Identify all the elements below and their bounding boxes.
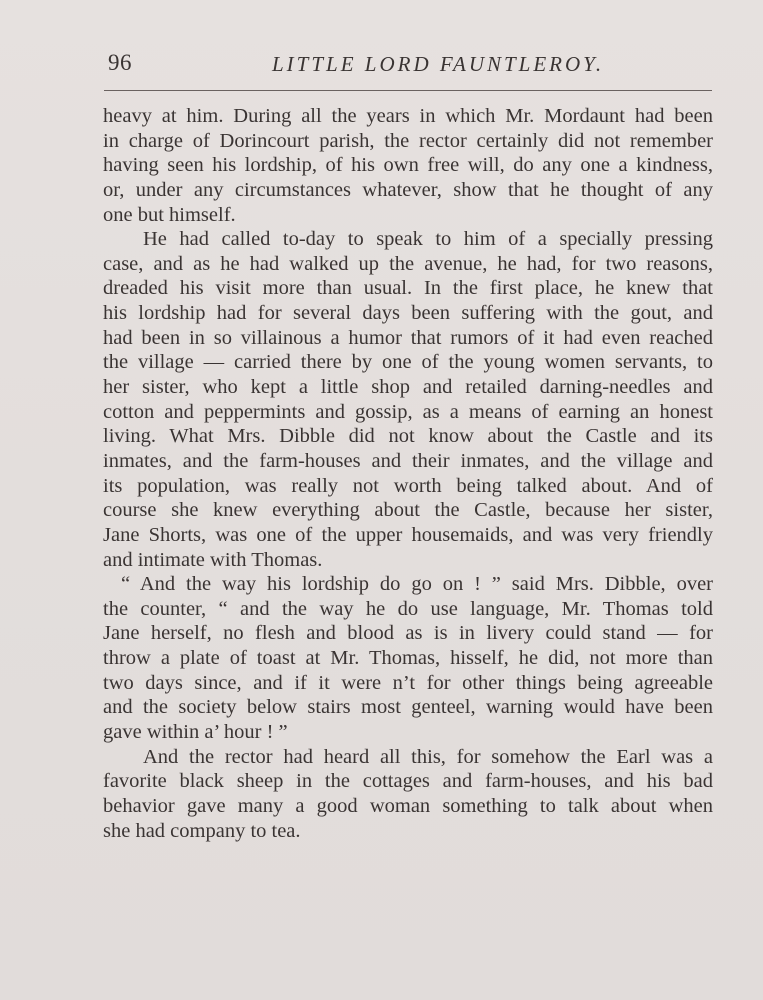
- text-line: Jane herself, no flesh and blood as is in livery could stand — for: [103, 622, 713, 645]
- text-line: behavior gave many a good woman something to talk about when: [103, 794, 713, 817]
- text-line: And the rector had heard all this, for somehow the Earl was a: [143, 745, 713, 768]
- body-text: [103, 104, 713, 843]
- text-line: having seen his lordship, of his own free will, do any one a kindness,: [103, 154, 713, 177]
- text-line: Jane Shorts, was one of the upper housemaids, and was very friendly: [103, 523, 713, 546]
- text-line: two days since, and if it were n’t for other things being agreeable: [103, 671, 713, 694]
- text-line: in charge of Dorincourt parish, the rector certainly did not remember: [103, 129, 713, 152]
- text-line: and intimate with Thomas.: [103, 548, 323, 571]
- text-line: He had called to-day to speak to him of a specially pressing: [143, 228, 713, 251]
- text-line: the village — carried there by one of the young women servants, to: [103, 351, 713, 374]
- text-line: living. What Mrs. Dibble did not know about the Castle and its: [103, 425, 713, 448]
- text-line: her sister, who kept a little shop and retailed darning-needles and: [103, 376, 713, 399]
- page-header: [104, 50, 712, 82]
- text-line: one but himself.: [103, 203, 236, 226]
- text-line: inmates, and the farm-houses and their inmates, and the village and: [103, 449, 713, 472]
- text-line: the counter, “ and the way he do use language, Mr. Thomas told: [103, 597, 713, 620]
- page-number: 96: [108, 50, 132, 75]
- text-line: case, and as he had walked up the avenue, he had, for two reasons,: [103, 252, 713, 275]
- text-line: course she knew everything about the Castle, because her sister,: [103, 499, 713, 522]
- text-line: had been in so villainous a humor that rumors of it had even reached: [103, 326, 713, 349]
- header-rule: [104, 90, 712, 91]
- text-line: “ And the way his lordship do go on ! ” said Mrs. Dibble, over: [121, 573, 713, 596]
- text-line: its population, was really not worth being talked about. And of: [103, 474, 713, 497]
- text-line: heavy at him. During all the years in which Mr. Mordaunt had been: [103, 105, 713, 127]
- running-title: LITTLE LORD FAUNTLEROY.: [272, 52, 605, 76]
- text-line: cotton and peppermints and gossip, as a means of earning an honest: [103, 400, 713, 423]
- text-line: throw a plate of toast at Mr. Thomas, hisself, he did, not more than: [103, 647, 713, 670]
- text-line: his lordship had for several days been suffering with the gout, and: [103, 302, 713, 325]
- text-line: and the society below stairs most genteel, warning would have been: [103, 696, 713, 719]
- text-line: or, under any circumstances whatever, show that he thought of any: [103, 178, 713, 201]
- text-line: she had company to tea.: [103, 819, 301, 842]
- text-line: favorite black sheep in the cottages and farm-houses, and his bad: [103, 770, 713, 793]
- text-line: dreaded his visit more than usual. In the first place, he knew that: [103, 277, 713, 300]
- text-line: gave within a’ hour ! ”: [103, 721, 288, 744]
